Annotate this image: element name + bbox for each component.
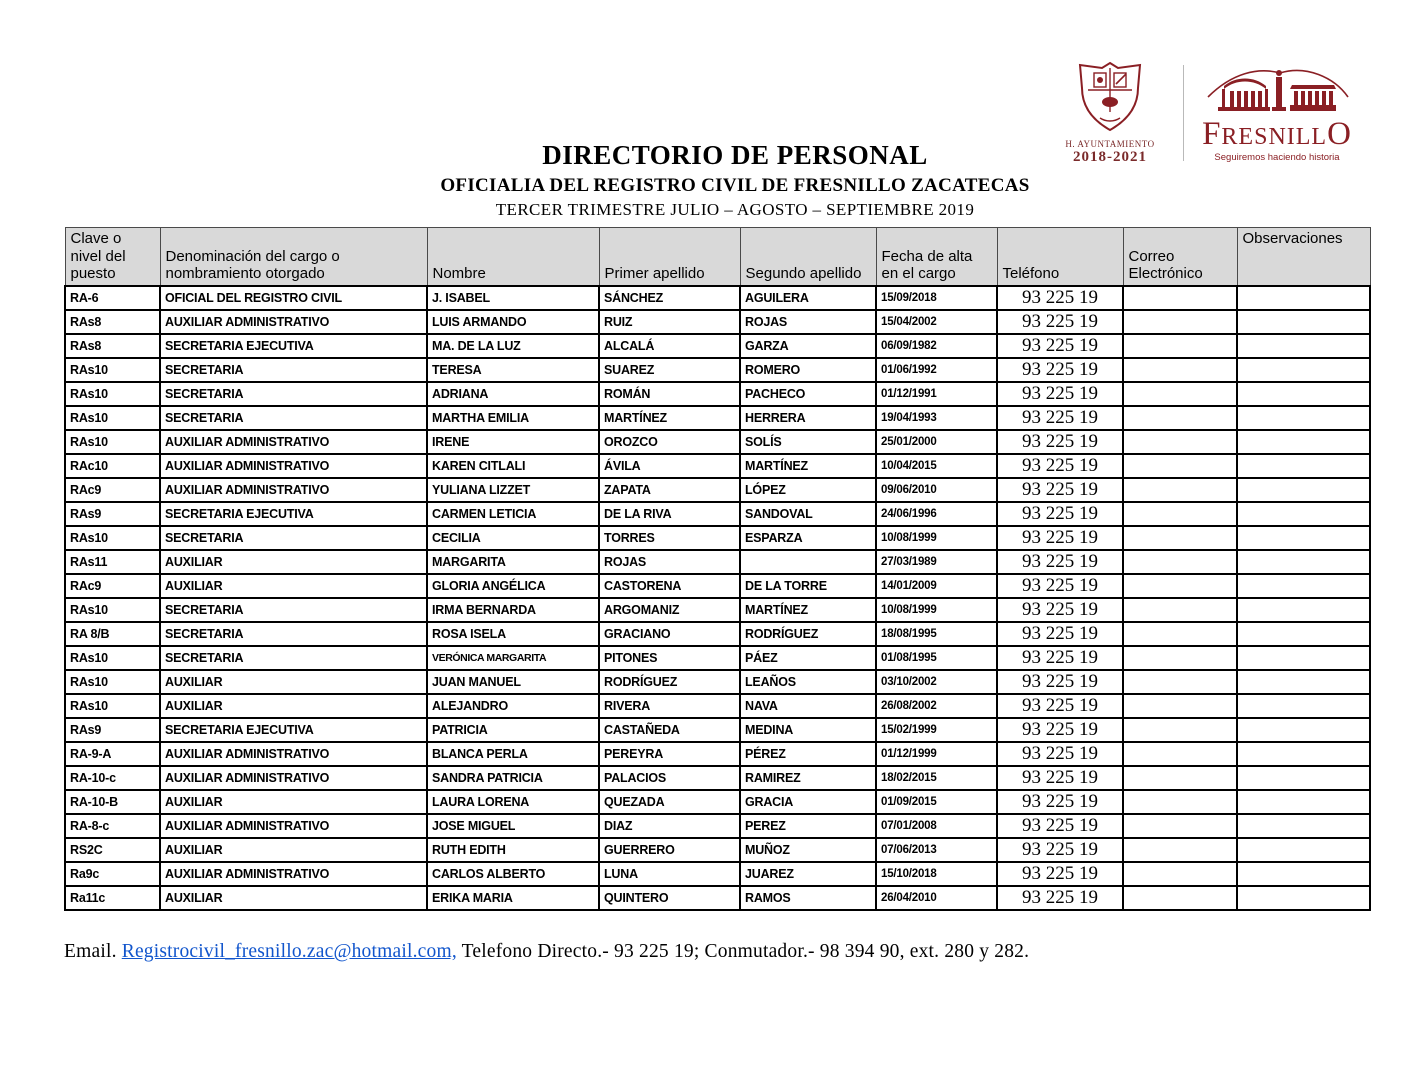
cell-clave: RAs11 xyxy=(65,550,160,574)
cell-fecha-alta: 09/06/2010 xyxy=(876,478,997,502)
header-segundo-apellido: Segundo apellido xyxy=(740,228,876,287)
cell-correo xyxy=(1123,454,1237,478)
table-row xyxy=(65,790,1370,814)
cell-telefono: 93 225 19 xyxy=(997,286,1123,310)
cell-primer-apellido: RODRÍGUEZ xyxy=(599,670,740,694)
cell-telefono: 93 225 19 xyxy=(997,886,1123,910)
page-subtitle: OFICIALIA DEL REGISTRO CIVIL DE FRESNILLO ZACATECAS xyxy=(440,175,1030,196)
cell-nombre: IRENE xyxy=(427,430,599,454)
cell-observaciones xyxy=(1237,886,1370,910)
cell-fecha-alta: 15/10/2018 xyxy=(876,862,997,886)
cell-observaciones xyxy=(1237,358,1370,382)
cell-observaciones xyxy=(1237,502,1370,526)
cell-cargo: SECRETARIA EJECUTIVA xyxy=(160,502,427,526)
cell-telefono: 93 225 19 xyxy=(997,790,1123,814)
cell-segundo-apellido: RAMIREZ xyxy=(740,766,876,790)
cell-telefono: 93 225 19 xyxy=(997,670,1123,694)
cell-segundo-apellido: DE LA TORRE xyxy=(740,574,876,598)
cell-fecha-alta: 01/12/1999 xyxy=(876,742,997,766)
cell-observaciones xyxy=(1237,838,1370,862)
cell-telefono: 93 225 19 xyxy=(997,526,1123,550)
cell-segundo-apellido: MARTÍNEZ xyxy=(740,598,876,622)
cell-primer-apellido: GUERRERO xyxy=(599,838,740,862)
cell-nombre: IRMA BERNARDA xyxy=(427,598,599,622)
cell-fecha-alta: 01/12/1991 xyxy=(876,382,997,406)
header-nombre: Nombre xyxy=(427,228,599,287)
cell-clave: RAs9 xyxy=(65,718,160,742)
table-header xyxy=(65,228,1370,287)
cell-segundo-apellido: ESPARZA xyxy=(740,526,876,550)
cell-telefono: 93 225 19 xyxy=(997,646,1123,670)
cell-correo xyxy=(1123,502,1237,526)
cell-fecha-alta: 15/02/1999 xyxy=(876,718,997,742)
table-row xyxy=(65,526,1370,550)
cell-observaciones xyxy=(1237,646,1370,670)
table-body xyxy=(65,286,1370,910)
cell-primer-apellido: ZAPATA xyxy=(599,478,740,502)
table-row xyxy=(65,550,1370,574)
cell-observaciones xyxy=(1237,670,1370,694)
footer-suffix: Telefono Directo.- 93 225 19; Conmutador.- 98 394 90, ext. 280 y 282. xyxy=(456,941,1030,963)
cell-fecha-alta: 01/09/2015 xyxy=(876,790,997,814)
cell-correo xyxy=(1123,598,1237,622)
cell-primer-apellido: ROJAS xyxy=(599,550,740,574)
cell-fecha-alta: 10/08/1999 xyxy=(876,598,997,622)
cell-clave: RS2C xyxy=(65,838,160,862)
cell-observaciones xyxy=(1237,814,1370,838)
cell-clave: RAc10 xyxy=(65,454,160,478)
cell-nombre: ADRIANA xyxy=(427,382,599,406)
table-row xyxy=(65,310,1370,334)
cell-correo xyxy=(1123,838,1237,862)
cell-fecha-alta: 26/08/2002 xyxy=(876,694,997,718)
table-row xyxy=(65,742,1370,766)
table-row xyxy=(65,646,1370,670)
cell-primer-apellido: CASTAÑEDA xyxy=(599,718,740,742)
cell-primer-apellido: DE LA RIVA xyxy=(599,502,740,526)
cell-nombre: LAURA LORENA xyxy=(427,790,599,814)
cell-cargo: SECRETARIA xyxy=(160,598,427,622)
cell-correo xyxy=(1123,550,1237,574)
cell-primer-apellido: PITONES xyxy=(599,646,740,670)
cell-telefono: 93 225 19 xyxy=(997,622,1123,646)
header-logos xyxy=(1055,58,1352,168)
cell-nombre: JUAN MANUEL xyxy=(427,670,599,694)
cell-observaciones xyxy=(1237,382,1370,406)
cell-segundo-apellido: HERRERA xyxy=(740,406,876,430)
cell-clave: RAs10 xyxy=(65,670,160,694)
cell-telefono: 93 225 19 xyxy=(997,742,1123,766)
cell-telefono: 93 225 19 xyxy=(997,454,1123,478)
cell-observaciones xyxy=(1237,766,1370,790)
table-row xyxy=(65,382,1370,406)
cell-segundo-apellido: MEDINA xyxy=(740,718,876,742)
cell-observaciones xyxy=(1237,718,1370,742)
cell-segundo-apellido: SOLÍS xyxy=(740,430,876,454)
cell-fecha-alta: 25/01/2000 xyxy=(876,430,997,454)
cell-clave: RAs10 xyxy=(65,598,160,622)
cell-fecha-alta: 10/08/1999 xyxy=(876,526,997,550)
cell-segundo-apellido xyxy=(740,550,876,574)
cell-primer-apellido: ROMÁN xyxy=(599,382,740,406)
cell-clave: RAs10 xyxy=(65,646,160,670)
cell-telefono: 93 225 19 xyxy=(997,550,1123,574)
cell-clave: RA-10-B xyxy=(65,790,160,814)
table-row xyxy=(65,502,1370,526)
cell-correo xyxy=(1123,526,1237,550)
cell-clave: RAs10 xyxy=(65,382,160,406)
cell-cargo: AUXILIAR ADMINISTRATIVO xyxy=(160,310,427,334)
header-cargo: Denominación del cargo o nombramiento otorgado xyxy=(160,228,427,287)
fresnillo-wordmark: FRESNILLO xyxy=(1202,116,1352,153)
cell-correo xyxy=(1123,886,1237,910)
crest-shield-icon xyxy=(1074,60,1146,137)
cell-correo xyxy=(1123,334,1237,358)
cell-clave: RAs10 xyxy=(65,358,160,382)
cell-observaciones xyxy=(1237,622,1370,646)
header-observaciones: Observaciones xyxy=(1237,228,1370,287)
cell-segundo-apellido: PEREZ xyxy=(740,814,876,838)
cell-primer-apellido: QUEZADA xyxy=(599,790,740,814)
cell-correo xyxy=(1123,718,1237,742)
cell-correo xyxy=(1123,622,1237,646)
cell-primer-apellido: PALACIOS xyxy=(599,766,740,790)
cell-telefono: 93 225 19 xyxy=(997,382,1123,406)
cell-telefono: 93 225 19 xyxy=(997,766,1123,790)
cell-segundo-apellido: MARTÍNEZ xyxy=(740,454,876,478)
cell-observaciones xyxy=(1237,478,1370,502)
cell-observaciones xyxy=(1237,742,1370,766)
cell-nombre: ALEJANDRO xyxy=(427,694,599,718)
table-row xyxy=(65,574,1370,598)
cell-telefono: 93 225 19 xyxy=(997,574,1123,598)
cell-primer-apellido: OROZCO xyxy=(599,430,740,454)
cell-cargo: AUXILIAR xyxy=(160,838,427,862)
cell-cargo: SECRETARIA EJECUTIVA xyxy=(160,718,427,742)
cell-cargo: AUXILIAR ADMINISTRATIVO xyxy=(160,742,427,766)
cell-clave: RAc9 xyxy=(65,478,160,502)
cell-observaciones xyxy=(1237,334,1370,358)
cell-observaciones xyxy=(1237,694,1370,718)
cell-correo xyxy=(1123,766,1237,790)
cell-clave: RA-8-c xyxy=(65,814,160,838)
cell-correo xyxy=(1123,790,1237,814)
cell-correo xyxy=(1123,406,1237,430)
cell-cargo: SECRETARIA xyxy=(160,646,427,670)
cell-telefono: 93 225 19 xyxy=(997,502,1123,526)
cell-telefono: 93 225 19 xyxy=(997,718,1123,742)
cell-primer-apellido: QUINTERO xyxy=(599,886,740,910)
cell-segundo-apellido: PÉREZ xyxy=(740,742,876,766)
cell-correo xyxy=(1123,430,1237,454)
cell-fecha-alta: 10/04/2015 xyxy=(876,454,997,478)
cell-segundo-apellido: AGUILERA xyxy=(740,286,876,310)
cell-fecha-alta: 18/02/2015 xyxy=(876,766,997,790)
cell-nombre: ERIKA MARIA xyxy=(427,886,599,910)
table-row xyxy=(65,670,1370,694)
cell-segundo-apellido: RODRÍGUEZ xyxy=(740,622,876,646)
cell-cargo: AUXILIAR xyxy=(160,574,427,598)
cell-clave: RAs8 xyxy=(65,310,160,334)
cell-telefono: 93 225 19 xyxy=(997,598,1123,622)
cell-clave: RA-10-c xyxy=(65,766,160,790)
cell-segundo-apellido: ROMERO xyxy=(740,358,876,382)
cell-observaciones xyxy=(1237,526,1370,550)
cell-nombre: YULIANA LIZZET xyxy=(427,478,599,502)
cell-nombre: KAREN CITLALI xyxy=(427,454,599,478)
table-row xyxy=(65,406,1370,430)
cell-observaciones xyxy=(1237,550,1370,574)
table-row xyxy=(65,766,1370,790)
cell-nombre: GLORIA ANGÉLICA xyxy=(427,574,599,598)
cell-cargo: AUXILIAR xyxy=(160,694,427,718)
ayuntamiento-crest-logo xyxy=(1055,60,1165,166)
cell-clave: RA-9-A xyxy=(65,742,160,766)
fresnillo-tagline: Seguiremos haciendo historia xyxy=(1214,151,1340,163)
cell-nombre: LUIS ARMANDO xyxy=(427,310,599,334)
table-row xyxy=(65,886,1370,910)
cell-nombre: J. ISABEL xyxy=(427,286,599,310)
cell-correo xyxy=(1123,814,1237,838)
cell-segundo-apellido: PACHECO xyxy=(740,382,876,406)
cell-correo xyxy=(1123,670,1237,694)
cell-telefono: 93 225 19 xyxy=(997,430,1123,454)
cell-nombre: CARLOS ALBERTO xyxy=(427,862,599,886)
cell-fecha-alta: 27/03/1989 xyxy=(876,550,997,574)
cell-segundo-apellido: LÓPEZ xyxy=(740,478,876,502)
cell-segundo-apellido: GARZA xyxy=(740,334,876,358)
cell-cargo: AUXILIAR xyxy=(160,790,427,814)
cell-primer-apellido: RIVERA xyxy=(599,694,740,718)
personnel-table xyxy=(64,227,1371,911)
cell-cargo: AUXILIAR ADMINISTRATIVO xyxy=(160,430,427,454)
logo-divider xyxy=(1183,65,1184,161)
header-correo: Correo Electrónico xyxy=(1123,228,1237,287)
table-row xyxy=(65,694,1370,718)
table-row xyxy=(65,478,1370,502)
cell-cargo: SECRETARIA xyxy=(160,622,427,646)
table-row xyxy=(65,814,1370,838)
cell-cargo: SECRETARIA EJECUTIVA xyxy=(160,334,427,358)
cell-clave: RAs8 xyxy=(65,334,160,358)
cell-observaciones xyxy=(1237,862,1370,886)
cell-clave: RAs10 xyxy=(65,694,160,718)
cell-clave: RAc9 xyxy=(65,574,160,598)
cell-fecha-alta: 07/06/2013 xyxy=(876,838,997,862)
cell-correo xyxy=(1123,694,1237,718)
cell-segundo-apellido: PÁEZ xyxy=(740,646,876,670)
cell-cargo: SECRETARIA xyxy=(160,358,427,382)
header-fecha-alta: Fecha de alta en el cargo xyxy=(876,228,997,287)
cell-correo xyxy=(1123,574,1237,598)
cell-nombre: MARGARITA xyxy=(427,550,599,574)
cell-telefono: 93 225 19 xyxy=(997,406,1123,430)
cell-telefono: 93 225 19 xyxy=(997,310,1123,334)
table-row xyxy=(65,286,1370,310)
cell-fecha-alta: 26/04/2010 xyxy=(876,886,997,910)
table-row xyxy=(65,430,1370,454)
cell-primer-apellido: ARGOMANIZ xyxy=(599,598,740,622)
cell-primer-apellido: ALCALÁ xyxy=(599,334,740,358)
cell-fecha-alta: 24/06/1996 xyxy=(876,502,997,526)
cell-observaciones xyxy=(1237,430,1370,454)
cell-telefono: 93 225 19 xyxy=(997,358,1123,382)
cell-nombre: JOSE MIGUEL xyxy=(427,814,599,838)
email-link[interactable]: Registrocivil_fresnillo.zac@hotmail.com, xyxy=(121,941,457,963)
cell-cargo: SECRETARIA xyxy=(160,382,427,406)
cell-observaciones xyxy=(1237,598,1370,622)
cell-primer-apellido: MARTÍNEZ xyxy=(599,406,740,430)
cell-segundo-apellido: SANDOVAL xyxy=(740,502,876,526)
cell-correo xyxy=(1123,286,1237,310)
footer-prefix: Email. xyxy=(64,941,122,963)
cell-nombre: TERESA xyxy=(427,358,599,382)
cell-segundo-apellido: ROJAS xyxy=(740,310,876,334)
cell-nombre: CARMEN LETICIA xyxy=(427,502,599,526)
cell-telefono: 93 225 19 xyxy=(997,838,1123,862)
cell-cargo: AUXILIAR ADMINISTRATIVO xyxy=(160,766,427,790)
cell-cargo: SECRETARIA xyxy=(160,526,427,550)
cell-fecha-alta: 19/04/1993 xyxy=(876,406,997,430)
cell-correo xyxy=(1123,478,1237,502)
cell-clave: Ra11c xyxy=(65,886,160,910)
crest-caption: H. AYUNTAMIENTO xyxy=(1065,139,1155,149)
cell-observaciones xyxy=(1237,310,1370,334)
cell-correo xyxy=(1123,382,1237,406)
cell-telefono: 93 225 19 xyxy=(997,814,1123,838)
cell-correo xyxy=(1123,646,1237,670)
cell-correo xyxy=(1123,862,1237,886)
cell-clave: RAs10 xyxy=(65,430,160,454)
cell-cargo: AUXILIAR ADMINISTRATIVO xyxy=(160,454,427,478)
cell-nombre: PATRICIA xyxy=(427,718,599,742)
cell-observaciones xyxy=(1237,454,1370,478)
cell-cargo: AUXILIAR xyxy=(160,550,427,574)
cell-fecha-alta: 15/04/2002 xyxy=(876,310,997,334)
cell-segundo-apellido: NAVA xyxy=(740,694,876,718)
cell-segundo-apellido: JUAREZ xyxy=(740,862,876,886)
fresnillo-kiosk-icon xyxy=(1202,63,1352,120)
cell-fecha-alta: 15/09/2018 xyxy=(876,286,997,310)
cell-primer-apellido: ÁVILA xyxy=(599,454,740,478)
cell-fecha-alta: 14/01/2009 xyxy=(876,574,997,598)
cell-cargo: AUXILIAR ADMINISTRATIVO xyxy=(160,862,427,886)
cell-clave: RAs9 xyxy=(65,502,160,526)
table-row xyxy=(65,718,1370,742)
cell-observaciones xyxy=(1237,790,1370,814)
cell-fecha-alta: 07/01/2008 xyxy=(876,814,997,838)
contact-footer xyxy=(64,941,1408,963)
table-row xyxy=(65,598,1370,622)
table-row xyxy=(65,358,1370,382)
cell-clave: RAs10 xyxy=(65,406,160,430)
cell-primer-apellido: DIAZ xyxy=(599,814,740,838)
cell-clave: Ra9c xyxy=(65,862,160,886)
table-row xyxy=(65,838,1370,862)
cell-cargo: OFICIAL DEL REGISTRO CIVIL xyxy=(160,286,427,310)
cell-segundo-apellido: MUÑOZ xyxy=(740,838,876,862)
cell-primer-apellido: SÁNCHEZ xyxy=(599,286,740,310)
header-clave: Clave o nivel del puesto xyxy=(65,228,160,287)
page-title: DIRECTORIO DE PERSONAL xyxy=(542,140,928,170)
cell-nombre: SANDRA PATRICIA xyxy=(427,766,599,790)
cell-nombre: CECILIA xyxy=(427,526,599,550)
cell-fecha-alta: 01/06/1992 xyxy=(876,358,997,382)
cell-observaciones xyxy=(1237,406,1370,430)
cell-clave: RA 8/B xyxy=(65,622,160,646)
cell-nombre: VERÓNICA MARGARITA xyxy=(427,646,599,670)
cell-primer-apellido: SUAREZ xyxy=(599,358,740,382)
cell-primer-apellido: TORRES xyxy=(599,526,740,550)
cell-observaciones xyxy=(1237,286,1370,310)
cell-cargo: AUXILIAR xyxy=(160,886,427,910)
cell-fecha-alta: 06/09/1982 xyxy=(876,334,997,358)
cell-cargo: AUXILIAR ADMINISTRATIVO xyxy=(160,478,427,502)
cell-correo xyxy=(1123,358,1237,382)
cell-segundo-apellido: LEAÑOS xyxy=(740,670,876,694)
table-header-row xyxy=(65,228,1370,287)
cell-nombre: MARTHA EMILIA xyxy=(427,406,599,430)
cell-cargo: AUXILIAR xyxy=(160,670,427,694)
cell-primer-apellido: LUNA xyxy=(599,862,740,886)
cell-fecha-alta: 03/10/2002 xyxy=(876,670,997,694)
cell-nombre: BLANCA PERLA xyxy=(427,742,599,766)
cell-telefono: 93 225 19 xyxy=(997,478,1123,502)
table-row xyxy=(65,454,1370,478)
cell-fecha-alta: 18/08/1995 xyxy=(876,622,997,646)
cell-nombre: RUTH EDITH xyxy=(427,838,599,862)
fresnillo-logo xyxy=(1202,63,1352,163)
cell-primer-apellido: CASTORENA xyxy=(599,574,740,598)
cell-primer-apellido: GRACIANO xyxy=(599,622,740,646)
cell-primer-apellido: PEREYRA xyxy=(599,742,740,766)
cell-cargo: SECRETARIA xyxy=(160,406,427,430)
cell-correo xyxy=(1123,310,1237,334)
cell-clave: RA-6 xyxy=(65,286,160,310)
table-row xyxy=(65,334,1370,358)
cell-segundo-apellido: RAMOS xyxy=(740,886,876,910)
cell-segundo-apellido: GRACIA xyxy=(740,790,876,814)
cell-nombre: ROSA ISELA xyxy=(427,622,599,646)
table-row xyxy=(65,862,1370,886)
crest-years: 2018-2021 xyxy=(1073,149,1147,165)
table-row xyxy=(65,622,1370,646)
page-period: TERCER TRIMESTRE JULIO – AGOSTO – SEPTIEMBRE 2019 xyxy=(495,200,975,219)
header-primer-apellido: Primer apellido xyxy=(599,228,740,287)
cell-cargo: AUXILIAR ADMINISTRATIVO xyxy=(160,814,427,838)
cell-telefono: 93 225 19 xyxy=(997,694,1123,718)
cell-telefono: 93 225 19 xyxy=(997,334,1123,358)
cell-correo xyxy=(1123,742,1237,766)
cell-clave: RAs10 xyxy=(65,526,160,550)
cell-fecha-alta: 01/08/1995 xyxy=(876,646,997,670)
cell-primer-apellido: RUIZ xyxy=(599,310,740,334)
cell-nombre: MA. DE LA LUZ xyxy=(427,334,599,358)
cell-observaciones xyxy=(1237,574,1370,598)
cell-telefono: 93 225 19 xyxy=(997,862,1123,886)
header-telefono: Teléfono xyxy=(997,228,1123,287)
